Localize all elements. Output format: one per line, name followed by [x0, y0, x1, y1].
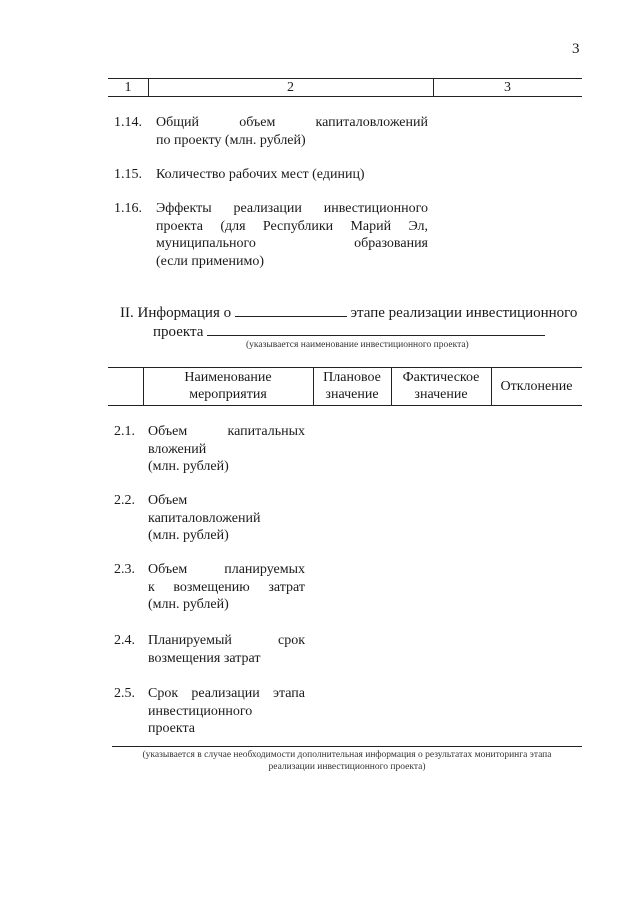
- row-text-line: Общий объем капиталовложений: [156, 115, 428, 130]
- row-text-line: Количество рабочих мест (единиц): [156, 167, 365, 182]
- table1-top-border: [108, 78, 582, 79]
- section2-prefix: II. Информация о: [120, 305, 232, 321]
- row-text-line: (млн. рублей): [148, 597, 229, 612]
- row-text-line: Объем: [148, 493, 188, 508]
- row-text-line: Объем капитальных: [148, 424, 305, 439]
- footer-note-line: (указывается в случае необходимости дополнительная информация о результатах мониторинга этапа: [142, 750, 552, 760]
- row-text-line: к возмещению затрат: [148, 579, 305, 595]
- footer-note: [108, 749, 586, 773]
- row-text-line: муниципального образования: [156, 236, 428, 251]
- table1-header-col1: 1: [124, 80, 132, 95]
- row-text-line: капиталовложений: [148, 510, 261, 526]
- header-line: Фактическое: [402, 370, 480, 385]
- table2-header-name: [143, 369, 313, 403]
- table2-header-actual: [391, 369, 491, 403]
- table2-row: [114, 561, 306, 615]
- section2-project-label: проекта: [153, 324, 204, 340]
- header-line: значение: [414, 387, 468, 402]
- row-text-line: Срок реализации этапа: [148, 686, 305, 701]
- row-text-line: возмещения затрат: [148, 650, 261, 666]
- table2-header-deviation: Отклонение: [500, 379, 573, 394]
- row-number: 1.16.: [114, 201, 142, 216]
- table2-row: [114, 632, 306, 668]
- row-text-line: по проекту (млн. рублей): [156, 132, 306, 148]
- row-number: 1.15.: [114, 167, 142, 182]
- header-line: мероприятия: [189, 387, 267, 402]
- row-text-line: Планируемый срок: [148, 633, 305, 648]
- stage-name-blank: [235, 304, 347, 317]
- row-text-line: (млн. рублей): [148, 528, 229, 543]
- header-line: Плановое: [323, 370, 381, 385]
- row-text-line: (если применимо): [156, 253, 264, 269]
- row-text-line: вложений: [148, 441, 207, 457]
- row-number: 2.2.: [114, 493, 135, 508]
- table1-row: [114, 114, 434, 150]
- project-name-blank: [207, 323, 545, 336]
- table2-header-bottom-border: [108, 405, 582, 406]
- row-number: 2.5.: [114, 686, 135, 701]
- table2-row: [114, 685, 306, 739]
- header-line: значение: [325, 387, 379, 402]
- footer-note-line: реализации инвестиционного проекта): [268, 762, 426, 772]
- table1-header-col3: 3: [504, 80, 511, 95]
- row-text-line: проекта (для Республики Марий Эл,: [156, 218, 428, 234]
- row-text-line: инвестиционного: [148, 703, 253, 719]
- row-number: 2.4.: [114, 633, 135, 648]
- row-number: 2.3.: [114, 562, 135, 577]
- row-number: 2.1.: [114, 424, 135, 439]
- row-text-line: (млн. рублей): [148, 459, 229, 474]
- row-text-line: Эффекты реализации инвестиционного: [156, 201, 428, 216]
- row-number: 1.14.: [114, 115, 142, 130]
- table1-header-bottom-border: [108, 96, 582, 97]
- page-number: 3: [572, 41, 580, 57]
- table2-row: [114, 423, 306, 477]
- footer-rule: [112, 746, 582, 747]
- table2-row: [114, 492, 306, 546]
- project-name-hint: (указывается наименование инвестиционного проекта): [246, 340, 469, 350]
- table1-row: [114, 200, 434, 272]
- row-text-line: проекта: [148, 721, 195, 736]
- table1-row: [114, 166, 434, 186]
- section2-title-line1: [120, 304, 580, 323]
- section2-suffix: этапе реализации инвестиционного: [350, 305, 578, 321]
- table1-header-col2: 2: [287, 80, 294, 95]
- header-line: Наименование: [184, 370, 272, 385]
- table2-top-border: [108, 367, 582, 368]
- table2-header-planned: [313, 369, 391, 403]
- row-text-line: Объем планируемых: [148, 562, 305, 577]
